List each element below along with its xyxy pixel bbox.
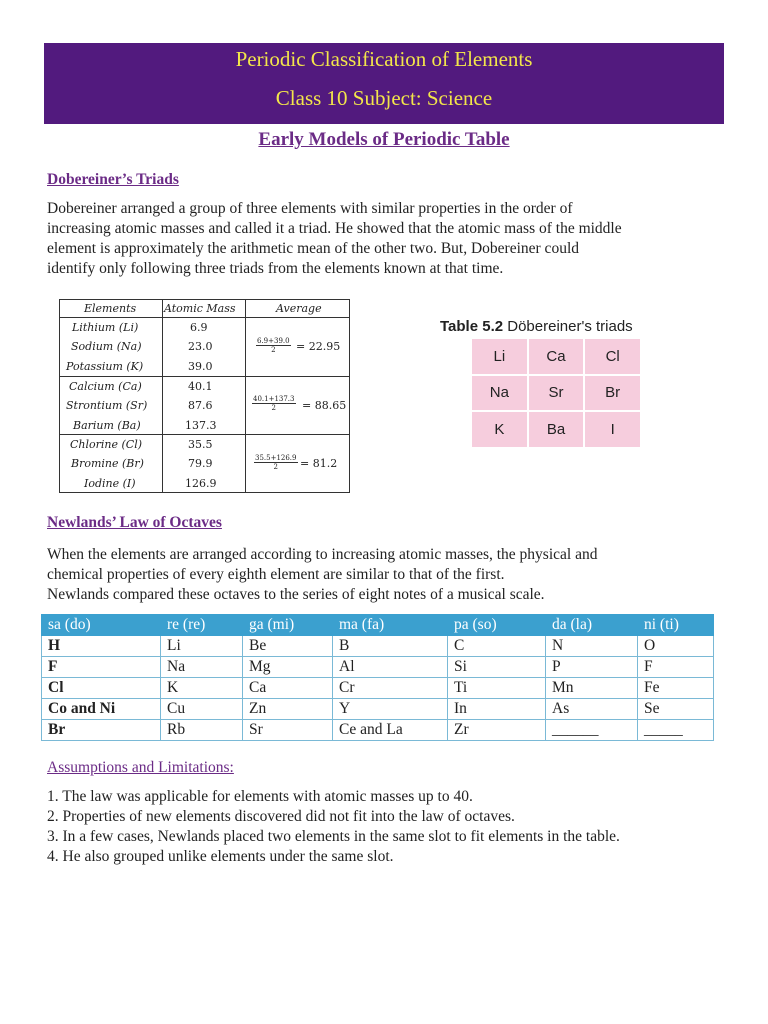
triad-cell: Cl: [585, 339, 640, 374]
paragraph-line: Dobereiner arranged a group of three elements with similar properties in the order of: [47, 200, 573, 217]
table-cell: O: [638, 636, 714, 657]
dobereiner-heading: Dobereiner’s Triads: [47, 171, 179, 188]
triad-cell: Ca: [529, 339, 584, 374]
table-cell: _____: [638, 720, 714, 741]
atomic-mass: 39.0: [188, 360, 213, 373]
average-fraction: [254, 454, 298, 471]
paragraph-line: identify only following three triads from the elements known at that time.: [47, 260, 504, 277]
triad-cell: Li: [472, 339, 527, 374]
fraction-denominator: 2: [273, 463, 278, 471]
note-header: sa (do): [42, 615, 161, 636]
atomic-mass: 40.1: [188, 380, 213, 393]
section-title: Early Models of Periodic Table: [258, 129, 510, 150]
triad-cell: Ba: [529, 412, 584, 447]
table-cell: H: [42, 636, 161, 657]
class-subject-line: Class 10 Subject: Science: [275, 86, 493, 110]
paragraph-line: element is approximately the arithmetic mean of the other two. But, Dobereiner could: [47, 240, 579, 257]
table-row: [42, 657, 714, 678]
note-header: pa (so): [448, 615, 546, 636]
note-header: ga (mi): [243, 615, 333, 636]
dobereiner-triads-grid: [472, 339, 640, 447]
triad-cell: Sr: [529, 376, 584, 411]
table-cell: Si: [448, 657, 546, 678]
element-name: Potassium (K): [66, 360, 144, 373]
table-cell: N: [546, 636, 638, 657]
table-cell: Sr: [243, 720, 333, 741]
paragraph-line: chemical properties of every eighth element are similar to that of the first.: [47, 566, 505, 583]
newlands-heading: Newlands’ Law of Octaves: [47, 514, 222, 531]
average-result: = 88.65: [302, 399, 347, 412]
table-cell: Y: [333, 699, 448, 720]
table-cell: Mn: [546, 678, 638, 699]
table-cell: Mg: [243, 657, 333, 678]
table-row: [42, 720, 714, 741]
dobereiner-paragraph: [47, 199, 727, 279]
table-5-2-caption: [440, 318, 633, 335]
newlands-paragraph: [47, 545, 727, 605]
element-name: Barium (Ba): [73, 419, 141, 432]
assumptions-list: [47, 787, 727, 867]
caption-text: Döbereiner's triads: [503, 318, 633, 335]
atomic-mass: 6.9: [190, 321, 208, 334]
table-row: [42, 678, 714, 699]
triad-cell: I: [585, 412, 640, 447]
element-name: Bromine (Br): [71, 457, 144, 470]
table-cell: Cr: [333, 678, 448, 699]
atomic-mass: 35.5: [188, 438, 213, 451]
atomic-mass: 126.9: [185, 477, 217, 490]
table-cell: K: [161, 678, 243, 699]
list-item: 3. In a few cases, Newlands placed two elements in the same slot to fit elements in the table.: [47, 828, 620, 845]
paragraph-line: Newlands compared these octaves to the series of eight notes of a musical scale.: [47, 586, 545, 603]
element-name: Calcium (Ca): [69, 380, 142, 393]
header-elements: Elements: [84, 302, 137, 315]
table-cell: Se: [638, 699, 714, 720]
table-cell: Br: [42, 720, 161, 741]
table-row: [42, 699, 714, 720]
document-title: Periodic Classification of Elements: [235, 47, 533, 71]
table-row: [42, 636, 714, 657]
fraction-denominator: 2: [271, 404, 276, 412]
table-cell: Na: [161, 657, 243, 678]
table-cell: F: [42, 657, 161, 678]
table-cell: Li: [161, 636, 243, 657]
table-cell: F: [638, 657, 714, 678]
octaves-header-row: [42, 615, 714, 636]
fraction-numerator: 40.1+137.3: [253, 395, 295, 403]
average-result: = 22.95: [296, 340, 341, 353]
list-item: 4. He also grouped unlike elements under the same slot.: [47, 848, 394, 865]
atomic-mass: 23.0: [188, 340, 213, 353]
table-cell: Zr: [448, 720, 546, 741]
atomic-mass: 137.3: [185, 419, 217, 432]
list-item: 2. Properties of new elements discovered did not fit into the law of octaves.: [47, 808, 515, 825]
table-cell: Rb: [161, 720, 243, 741]
fraction-denominator: 2: [271, 346, 276, 354]
paragraph-line: When the elements are arranged according to increasing atomic masses, the physical and: [47, 546, 598, 563]
element-name: Iodine (I): [84, 477, 136, 490]
table-cell: P: [546, 657, 638, 678]
element-name: Sodium (Na): [71, 340, 142, 353]
triad-cell: Br: [585, 376, 640, 411]
fraction-numerator: 35.5+126.9: [255, 454, 297, 462]
element-name: Strontium (Sr): [66, 399, 148, 412]
table-cell: Fe: [638, 678, 714, 699]
table-cell: Zn: [243, 699, 333, 720]
average-fraction: [252, 395, 296, 412]
average-result: = 81.2: [300, 457, 338, 470]
triad-cell: K: [472, 412, 527, 447]
table-cell: Ti: [448, 678, 546, 699]
table-cell: Cu: [161, 699, 243, 720]
table-cell: B: [333, 636, 448, 657]
atomic-mass: 79.9: [188, 457, 213, 470]
title-banner: [44, 43, 724, 124]
header-average: Average: [276, 302, 322, 315]
table-cell: ______: [546, 720, 638, 741]
note-header: da (la): [546, 615, 638, 636]
assumptions-heading: Assumptions and Limitations:: [47, 759, 234, 776]
note-header: ni (ti): [638, 615, 714, 636]
caption-number: Table 5.2: [440, 318, 504, 335]
average-fraction: [256, 337, 291, 354]
element-name: Chlorine (Cl): [70, 438, 143, 451]
fraction-numerator: 6.9+39.0: [257, 337, 290, 345]
octaves-table: [41, 614, 714, 741]
table-cell: Cl: [42, 678, 161, 699]
table-cell: Al: [333, 657, 448, 678]
table-cell: Ca: [243, 678, 333, 699]
element-name: Lithium (Li): [72, 321, 139, 334]
table-cell: C: [448, 636, 546, 657]
header-atomic-mass: Atomic Mass: [164, 302, 236, 315]
table-cell: As: [546, 699, 638, 720]
table-cell: Co and Ni: [42, 699, 161, 720]
paragraph-line: increasing atomic masses and called it a triad. He showed that the atomic mass of the middle: [47, 220, 622, 237]
note-header: re (re): [161, 615, 243, 636]
list-item: 1. The law was applicable for elements with atomic masses up to 40.: [47, 788, 473, 805]
triad-mass-table: [59, 299, 350, 493]
note-header: ma (fa): [333, 615, 448, 636]
table-cell: Ce and La: [333, 720, 448, 741]
triad-cell: Na: [472, 376, 527, 411]
atomic-mass: 87.6: [188, 399, 213, 412]
table-cell: Be: [243, 636, 333, 657]
table-cell: In: [448, 699, 546, 720]
